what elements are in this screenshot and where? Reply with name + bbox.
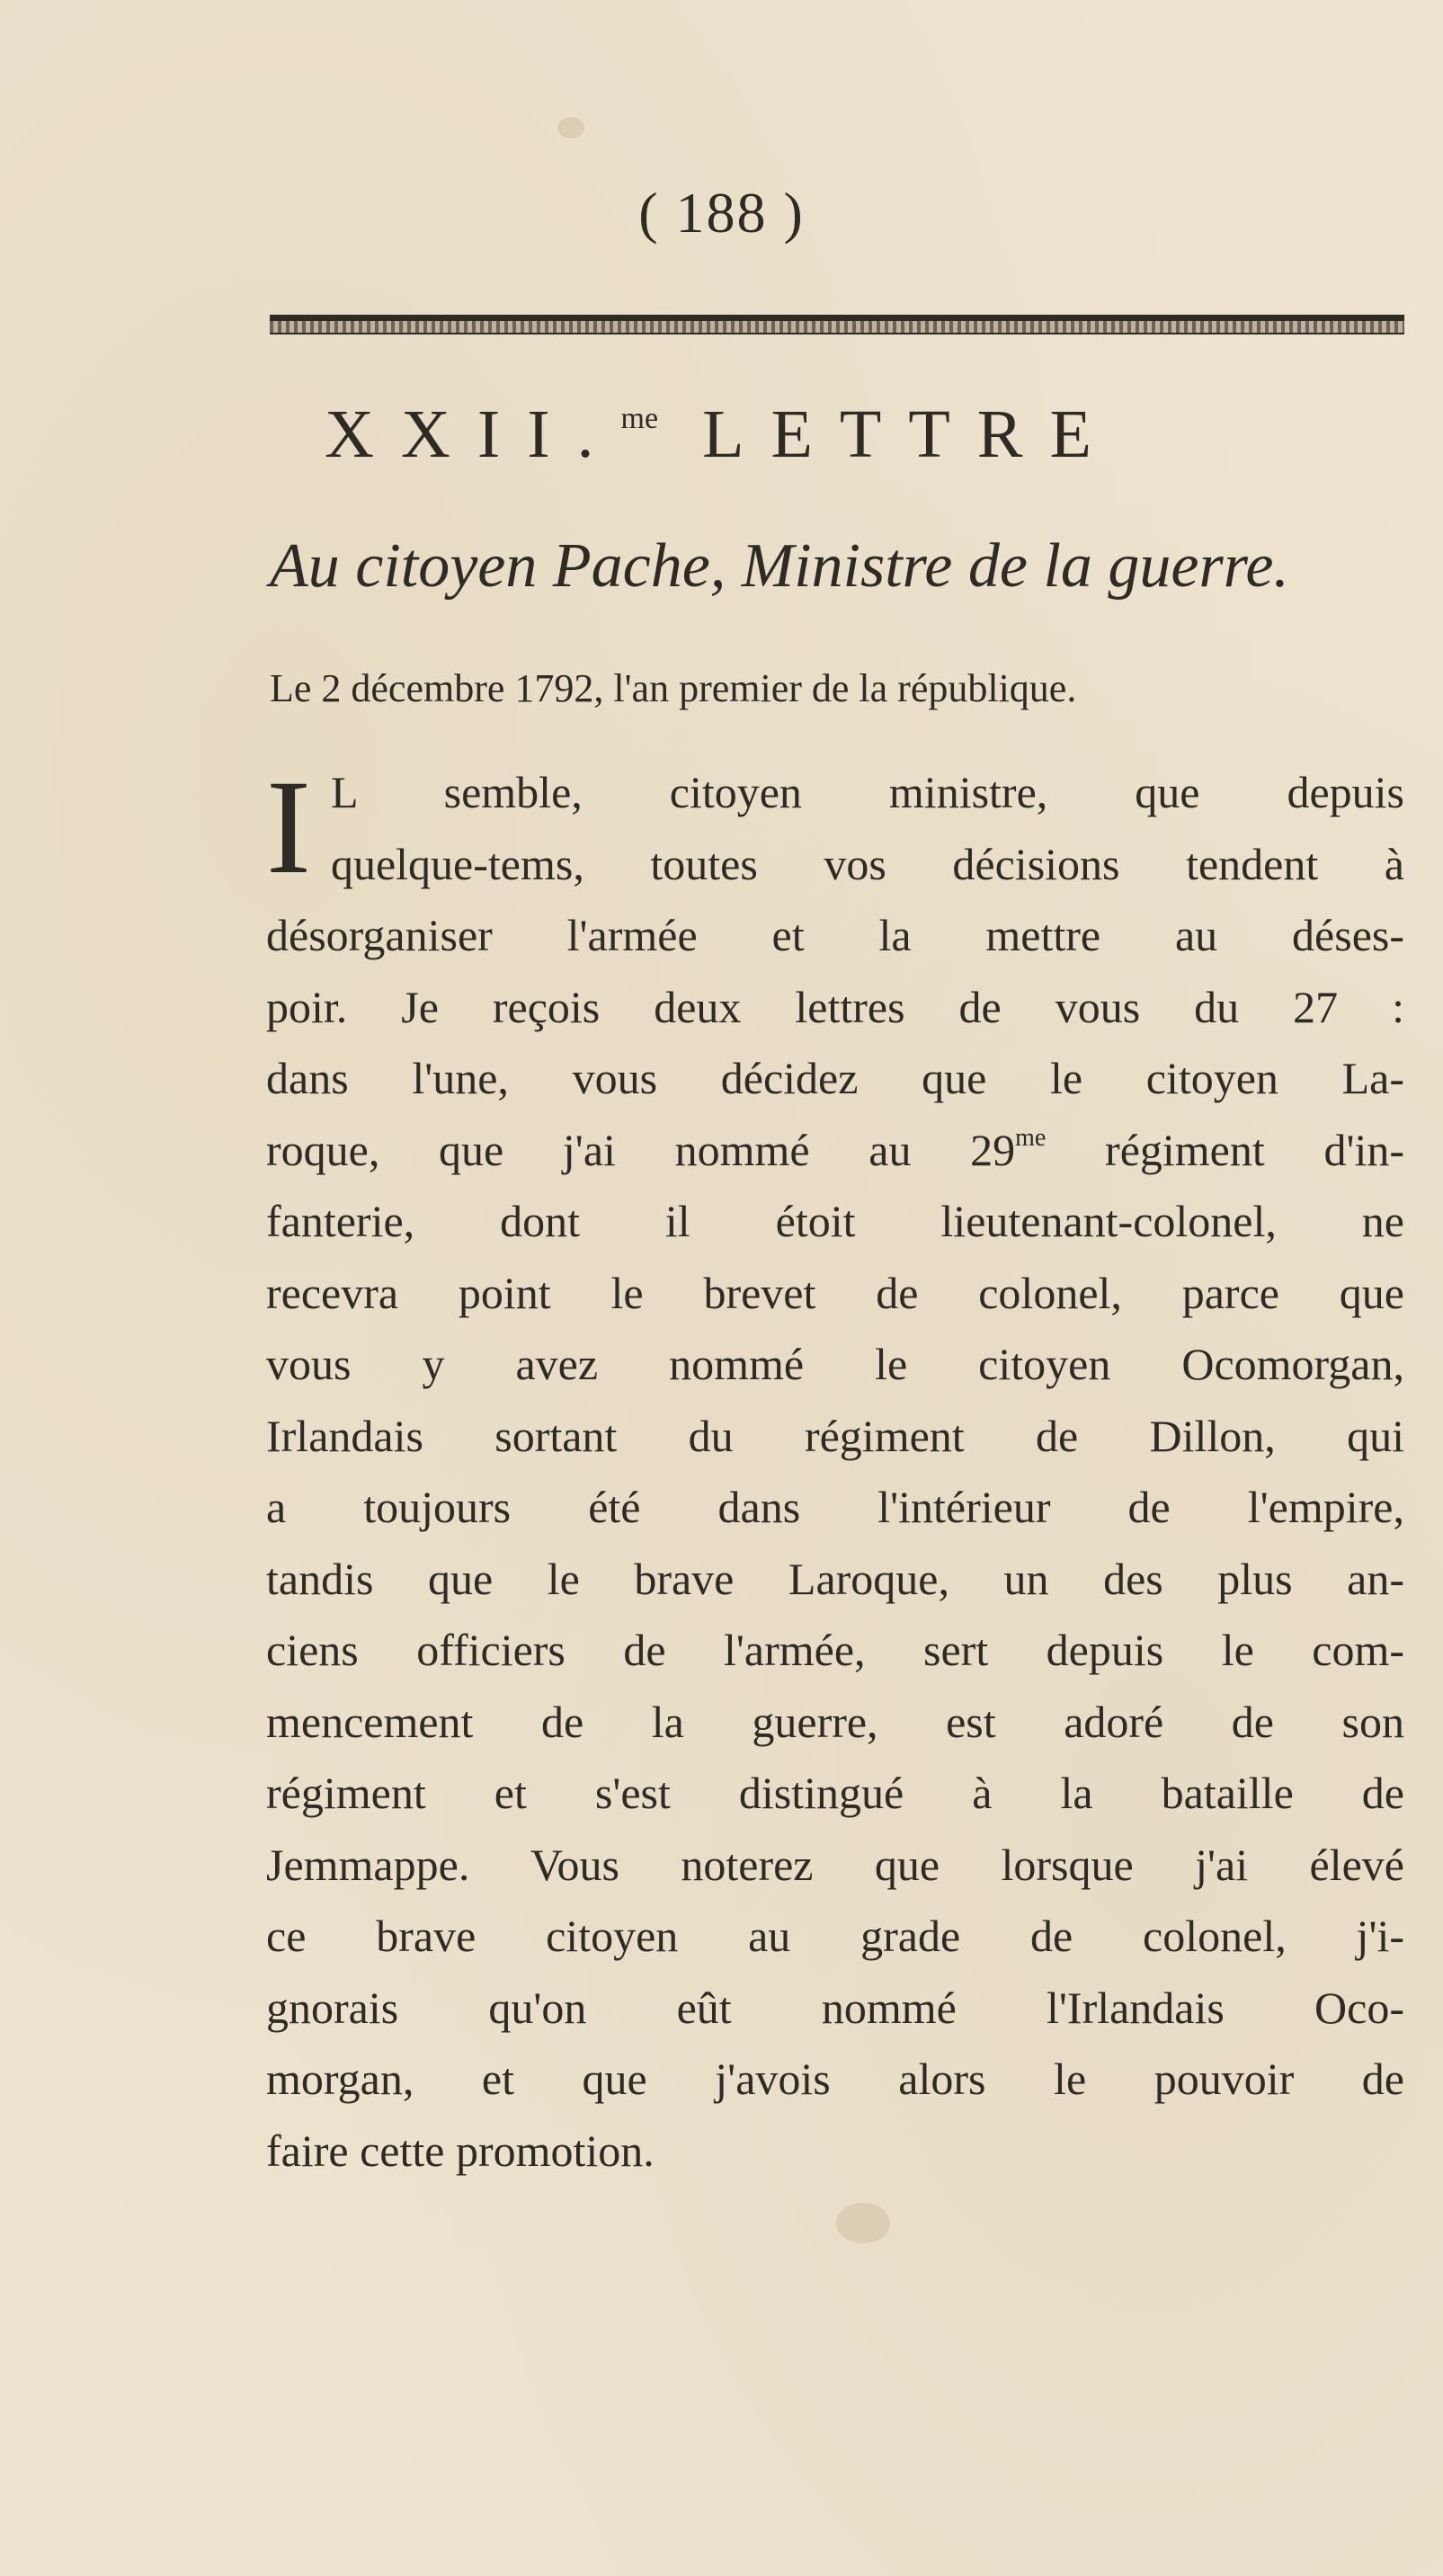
body-line: mencement de la guerre, est adoré de son bbox=[266, 1696, 1404, 1747]
body-line: a toujours été dans l'intérieur de l'empire, bbox=[266, 1482, 1404, 1532]
drop-cap: I bbox=[266, 753, 311, 902]
paper-stain bbox=[557, 117, 584, 138]
body-line: poir. Je reçois deux lettres de vous du 27 : bbox=[266, 981, 1404, 1032]
body-line: ciens officiers de l'armée, sert depuis le com- bbox=[266, 1625, 1404, 1675]
letter-word: LETTRE bbox=[702, 397, 1118, 472]
ornamental-rule bbox=[270, 315, 1404, 334]
letter-body bbox=[266, 753, 1404, 2187]
ordinal-suffix: me bbox=[1015, 1123, 1047, 1152]
body-line: vous y avez nommé le citoyen Ocomorgan, bbox=[266, 1339, 1404, 1389]
body-line: gnorais qu'on eût nommé l'Irlandais Oco- bbox=[266, 1982, 1404, 2033]
body-line: régiment et s'est distingué à la bataille de bbox=[266, 1768, 1404, 1818]
body-line: Jemmappe. Vous noterez que lorsque j'ai élevé bbox=[266, 1839, 1404, 1890]
letter-number: XXII. bbox=[325, 397, 621, 472]
body-line-part: roque, que j'ai nommé au 29 bbox=[266, 1124, 1016, 1175]
paper-stain bbox=[836, 2203, 890, 2243]
body-line-part: régiment d'in- bbox=[1046, 1124, 1404, 1175]
body-line bbox=[266, 1115, 1404, 1187]
dateline: Le 2 décembre 1792, l'an premier de la république. bbox=[270, 666, 1077, 710]
body-line: quelque-tems, toutes vos décisions tendent à bbox=[330, 838, 1404, 889]
body-line: faire cette promotion. bbox=[266, 2125, 655, 2176]
letter-number-suffix: me bbox=[620, 402, 659, 435]
letter-title bbox=[0, 396, 1443, 474]
body-line: dans l'une, vous décidez que le citoyen La- bbox=[266, 1053, 1404, 1103]
addressee-line: Au citoyen Pache, Ministre de la guerre. bbox=[270, 531, 1289, 601]
body-line: recevra point le brevet de colonel, parce que bbox=[266, 1267, 1404, 1318]
body-line: désorganiser l'armée et la mettre au déses- bbox=[266, 910, 1404, 960]
page-number: ( 188 ) bbox=[638, 181, 805, 245]
body-line: tandis que le brave Laroque, un des plus an- bbox=[266, 1553, 1404, 1604]
body-line: L semble, citoyen ministre, que depuis bbox=[330, 767, 1404, 817]
body-line: ce brave citoyen au grade de colonel, j'i- bbox=[266, 1911, 1404, 1961]
body-line: morgan, et que j'avois alors le pouvoir de bbox=[266, 2054, 1404, 2104]
body-line: Irlandais sortant du régiment de Dillon, qui bbox=[266, 1410, 1404, 1461]
body-line: fanterie, dont il étoit lieutenant-colonel, ne bbox=[266, 1196, 1404, 1246]
